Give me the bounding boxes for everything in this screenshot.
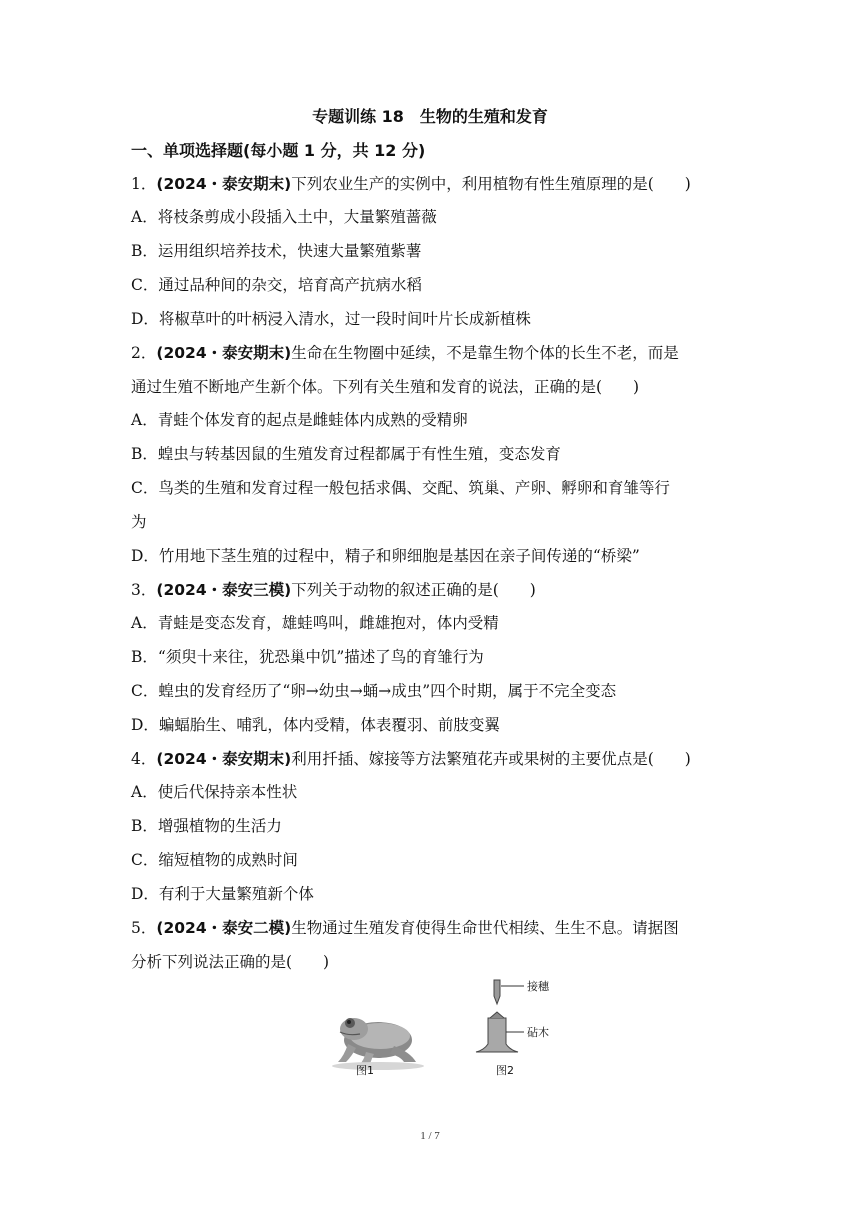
- option-a: A．将枝条剪成小段插入土中，大量繁殖蔷薇: [131, 208, 437, 226]
- figure-2-caption: 图2: [496, 1064, 514, 1077]
- question-text: 生物通过生殖发育使得生命世代相续、生生不息。请据图: [291, 919, 679, 937]
- figure-1-caption: 图1: [356, 1064, 374, 1077]
- option-b: B．“须臾十来往，犹恐巢中饥”描述了鸟的育雏行为: [131, 648, 484, 666]
- question-source: (2024・泰安二模): [156, 919, 292, 937]
- option-c: C．通过品种间的杂交，培育高产抗病水稻: [131, 276, 422, 294]
- option-c: C．蝗虫的发育经历了“卵→幼虫→蛹→成虫”四个时期，属于不完全变态: [131, 682, 617, 700]
- page-title: 专题训练 18 生物的生殖和发育: [312, 107, 548, 126]
- option-c-cont: 为: [131, 513, 147, 531]
- frog-illustration: [320, 996, 430, 1076]
- question-5-stem-cont: 分析下列说法正确的是( ): [131, 953, 330, 971]
- option-b: B．蝗虫与转基因鼠的生殖发育过程都属于有性生殖，变态发育: [131, 445, 561, 463]
- option-a: A．青蛙个体发育的起点是雌蛙体内成熟的受精卵: [131, 411, 468, 429]
- question-number: 5．: [131, 919, 157, 937]
- question-1-stem: [131, 172, 691, 194]
- section-heading: 一、单项选择题(每小题 1 分，共 12 分): [131, 141, 426, 160]
- question-source: (2024・泰安期末): [156, 344, 292, 362]
- option-c: C．鸟类的生殖和发育过程一般包括求偶、交配、筑巢、产卵、孵卵和育雏等行: [131, 479, 670, 497]
- question-source: (2024・泰安三模): [156, 581, 292, 599]
- page-number: 1 / 7: [420, 1130, 440, 1142]
- question-text: 生命在生物圈中延续，不是靠生物个体的长生不老，而是: [291, 344, 679, 362]
- question-number: 4．: [131, 750, 157, 768]
- question-2-stem: [131, 341, 679, 363]
- question-number: 1．: [131, 175, 157, 193]
- option-a: A．青蛙是变态发育，雄蛙鸣叫，雌雄抱对，体内受精: [131, 614, 499, 632]
- option-a: A．使后代保持亲本性状: [131, 783, 298, 801]
- option-d: D．蝙蝠胎生、哺乳，体内受精，体表覆羽、前肢变翼: [131, 716, 500, 734]
- question-2-stem-cont: 通过生殖不断地产生新个体。下列有关生殖和发育的说法，正确的是( ): [131, 378, 640, 396]
- option-d: D．将椒草叶的叶柄浸入清水，过一段时间叶片长成新植株: [131, 310, 531, 328]
- question-number: 3．: [131, 581, 157, 599]
- rootstock-label: 砧木: [527, 1026, 549, 1039]
- option-c: C．缩短植物的成熟时间: [131, 851, 298, 869]
- question-text: 下列关于动物的叙述正确的是( ): [291, 581, 536, 599]
- question-source: (2024・泰安期末): [156, 750, 292, 768]
- option-b: B．增强植物的生活力: [131, 817, 282, 835]
- question-5-figures: [310, 972, 570, 1082]
- question-5-stem: [131, 916, 679, 938]
- question-text: 下列农业生产的实例中，利用植物有性生殖原理的是( ): [291, 175, 691, 193]
- scion-label: 接穗: [527, 980, 549, 993]
- option-b: B．运用组织培养技术，快速大量繁殖紫薯: [131, 242, 422, 260]
- question-text: 利用扦插、嫁接等方法繁殖花卉或果树的主要优点是( ): [291, 750, 691, 768]
- question-source: (2024・泰安期末): [156, 175, 292, 193]
- question-4-stem: [131, 747, 691, 769]
- question-3-stem: [131, 578, 536, 600]
- option-d: D．有利于大量繁殖新个体: [131, 885, 314, 903]
- option-d: D．竹用地下茎生殖的过程中，精子和卵细胞是基因在亲子间传递的“桥梁”: [131, 547, 640, 565]
- question-number: 2．: [131, 344, 157, 362]
